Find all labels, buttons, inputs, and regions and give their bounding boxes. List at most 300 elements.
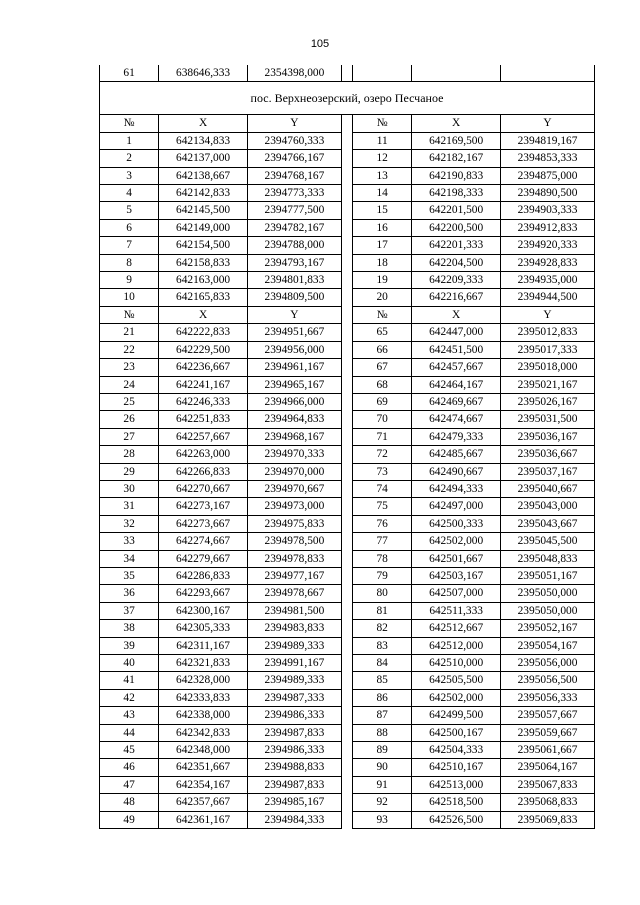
table-row	[100, 672, 595, 689]
cell-x: 642216,667	[412, 289, 501, 306]
cell-x: 642333,833	[159, 689, 248, 706]
cell-x: 642321,833	[159, 655, 248, 672]
cell-x: 642451,500	[412, 341, 501, 358]
cell-x: 642342,833	[159, 724, 248, 741]
table-row	[100, 132, 595, 149]
cell-y: 2394766,167	[247, 150, 341, 167]
cell-no: 44	[100, 724, 159, 741]
cell-x: 642273,167	[159, 498, 248, 515]
cell-no: 93	[353, 811, 412, 828]
cell-x: 642469,667	[412, 393, 501, 410]
cell-y: 2395054,167	[501, 637, 595, 654]
cell-no: 78	[353, 550, 412, 567]
header-no: №	[353, 115, 412, 132]
cell-no: 32	[100, 515, 159, 532]
cell-y: 2394968,167	[247, 428, 341, 445]
cell-no: 16	[353, 219, 412, 236]
cell-no: 10	[100, 289, 159, 306]
table-row-top	[100, 65, 595, 82]
gap-cell	[341, 150, 352, 167]
header-y: Y	[501, 306, 595, 323]
gap-cell	[341, 602, 352, 619]
cell-y: 2395017,333	[501, 341, 595, 358]
cell-y: 2395026,167	[501, 393, 595, 410]
cell-no: 46	[100, 759, 159, 776]
cell-x: 642510,000	[412, 655, 501, 672]
cell-y: 2394970,667	[247, 480, 341, 497]
gap-cell	[341, 567, 352, 584]
cell-y: 2395018,000	[501, 359, 595, 376]
cell-no: 81	[353, 602, 412, 619]
cell-x: 642165,833	[159, 289, 248, 306]
cell-x: 642149,000	[159, 219, 248, 236]
cell-y	[501, 65, 595, 82]
cell-y: 2394970,000	[247, 463, 341, 480]
cell-y: 2394986,333	[247, 707, 341, 724]
cell-x: 642507,000	[412, 585, 501, 602]
cell-y: 2394773,333	[247, 185, 341, 202]
cell-y: 2395043,000	[501, 498, 595, 515]
header-no: №	[100, 306, 159, 323]
table-row	[100, 202, 595, 219]
cell-y: 2394985,167	[247, 794, 341, 811]
gap-cell	[341, 428, 352, 445]
table-row	[100, 533, 595, 550]
gap-cell	[341, 550, 352, 567]
cell-no: 90	[353, 759, 412, 776]
cell-no: 6	[100, 219, 159, 236]
table-row	[100, 376, 595, 393]
cell-no: 71	[353, 428, 412, 445]
cell-no: 75	[353, 498, 412, 515]
cell-y: 2394989,333	[247, 672, 341, 689]
cell-no: 74	[353, 480, 412, 497]
cell-no: 66	[353, 341, 412, 358]
cell-x: 642354,167	[159, 776, 248, 793]
table-row	[100, 150, 595, 167]
cell-x: 642279,667	[159, 550, 248, 567]
cell-y: 2394777,500	[247, 202, 341, 219]
cell-y: 2394961,167	[247, 359, 341, 376]
table-row	[100, 759, 595, 776]
cell-y: 2395056,500	[501, 672, 595, 689]
table-row	[100, 689, 595, 706]
cell-x: 642513,000	[412, 776, 501, 793]
cell-x: 642158,833	[159, 254, 248, 271]
cell-no: 17	[353, 237, 412, 254]
cell-x: 642270,667	[159, 480, 248, 497]
cell-no: 73	[353, 463, 412, 480]
cell-no: 11	[353, 132, 412, 149]
cell-x: 642293,667	[159, 585, 248, 602]
gap-cell	[341, 620, 352, 637]
table-row	[100, 794, 595, 811]
cell-no: 20	[353, 289, 412, 306]
cell-y: 2395021,167	[501, 376, 595, 393]
gap-cell	[341, 515, 352, 532]
cell-x: 642518,500	[412, 794, 501, 811]
cell-x: 642134,833	[159, 132, 248, 149]
cell-no: 47	[100, 776, 159, 793]
table-row	[100, 620, 595, 637]
table-row	[100, 585, 595, 602]
cell-no: 41	[100, 672, 159, 689]
cell-y: 2395064,167	[501, 759, 595, 776]
cell-x: 642300,167	[159, 602, 248, 619]
cell-y: 2395012,833	[501, 324, 595, 341]
cell-no: 19	[353, 272, 412, 289]
header-y: Y	[501, 115, 595, 132]
cell-x: 642169,500	[412, 132, 501, 149]
gap-cell	[341, 707, 352, 724]
cell-x: 642311,167	[159, 637, 248, 654]
cell-y: 2394977,167	[247, 567, 341, 584]
cell-no: 34	[100, 550, 159, 567]
cell-x: 642500,333	[412, 515, 501, 532]
cell-y: 2395056,333	[501, 689, 595, 706]
cell-y: 2395061,667	[501, 742, 595, 759]
cell-no: 35	[100, 567, 159, 584]
header-y: Y	[247, 306, 341, 323]
cell-no: 1	[100, 132, 159, 149]
cell-no: 87	[353, 707, 412, 724]
cell-x: 642266,833	[159, 463, 248, 480]
cell-no: 61	[100, 65, 159, 82]
cell-x: 642494,333	[412, 480, 501, 497]
gap-cell	[341, 132, 352, 149]
cell-y: 2394935,000	[501, 272, 595, 289]
cell-y: 2394944,500	[501, 289, 595, 306]
cell-x: 642138,667	[159, 167, 248, 184]
cell-x: 642246,333	[159, 393, 248, 410]
table-row	[100, 446, 595, 463]
table-row	[100, 811, 595, 828]
gap-cell	[341, 811, 352, 828]
cell-x: 642263,000	[159, 446, 248, 463]
cell-y: 2394782,167	[247, 219, 341, 236]
cell-x: 642490,667	[412, 463, 501, 480]
gap-cell	[341, 306, 352, 323]
cell-no: 38	[100, 620, 159, 637]
cell-y: 2395068,833	[501, 794, 595, 811]
gap-cell	[341, 219, 352, 236]
gap-cell	[341, 115, 352, 132]
table-row	[100, 428, 595, 445]
cell-no: 69	[353, 393, 412, 410]
cell-no: 77	[353, 533, 412, 550]
cell-x: 642236,667	[159, 359, 248, 376]
cell-y: 2394981,500	[247, 602, 341, 619]
cell-x: 642447,000	[412, 324, 501, 341]
cell-x: 642501,667	[412, 550, 501, 567]
cell-y: 2394809,500	[247, 289, 341, 306]
cell-y: 2394991,167	[247, 655, 341, 672]
cell-x: 642499,500	[412, 707, 501, 724]
cell-y: 2394987,333	[247, 689, 341, 706]
cell-x: 642200,500	[412, 219, 501, 236]
cell-y: 2395050,000	[501, 585, 595, 602]
cell-no: 65	[353, 324, 412, 341]
cell-no: 12	[353, 150, 412, 167]
table-row	[100, 498, 595, 515]
page-number: 105	[310, 38, 330, 50]
gap-cell	[341, 655, 352, 672]
gap-cell	[341, 637, 352, 654]
cell-no: 43	[100, 707, 159, 724]
cell-no: 86	[353, 689, 412, 706]
cell-y: 2394920,333	[501, 237, 595, 254]
cell-y: 2394975,833	[247, 515, 341, 532]
cell-x: 642464,167	[412, 376, 501, 393]
cell-y: 2394988,833	[247, 759, 341, 776]
cell-y: 2394983,833	[247, 620, 341, 637]
table-row	[100, 185, 595, 202]
cell-no: 7	[100, 237, 159, 254]
cell-x: 642305,333	[159, 620, 248, 637]
cell-x: 642357,667	[159, 794, 248, 811]
cell-x: 642251,833	[159, 411, 248, 428]
cell-y: 2395050,000	[501, 602, 595, 619]
cell-no: 49	[100, 811, 159, 828]
cell-no: 31	[100, 498, 159, 515]
cell-x: 642512,667	[412, 620, 501, 637]
table-row	[100, 724, 595, 741]
cell-no: 15	[353, 202, 412, 219]
table-row	[100, 219, 595, 236]
table-row	[100, 480, 595, 497]
gap-cell	[341, 533, 352, 550]
gap-cell	[341, 65, 352, 82]
table-row	[100, 324, 595, 341]
cell-x: 642512,000	[412, 637, 501, 654]
table-row	[100, 289, 595, 306]
cell-y: 2395036,667	[501, 446, 595, 463]
cell-no: 79	[353, 567, 412, 584]
cell-no: 3	[100, 167, 159, 184]
table-row	[100, 237, 595, 254]
gap-cell	[341, 724, 352, 741]
gap-cell	[341, 759, 352, 776]
table-row	[100, 272, 595, 289]
table-row	[100, 254, 595, 271]
cell-x: 642145,500	[159, 202, 248, 219]
header-x: X	[412, 115, 501, 132]
cell-y: 2395051,167	[501, 567, 595, 584]
cell-no: 82	[353, 620, 412, 637]
cell-x: 642503,167	[412, 567, 501, 584]
cell-x: 642286,833	[159, 567, 248, 584]
gap-cell	[341, 324, 352, 341]
table-row	[100, 463, 595, 480]
table-row	[100, 515, 595, 532]
gap-cell	[341, 498, 352, 515]
cell-y: 2394986,333	[247, 742, 341, 759]
cell-x: 642154,500	[159, 237, 248, 254]
gap-cell	[341, 794, 352, 811]
cell-no: 13	[353, 167, 412, 184]
gap-cell	[341, 202, 352, 219]
cell-y: 2395056,000	[501, 655, 595, 672]
header-y: Y	[247, 115, 341, 132]
cell-y: 2394956,000	[247, 341, 341, 358]
table-row	[100, 637, 595, 654]
cell-no: 91	[353, 776, 412, 793]
section-title-row	[100, 82, 595, 115]
cell-x: 642257,667	[159, 428, 248, 445]
gap-cell	[341, 689, 352, 706]
cell-x: 642201,333	[412, 237, 501, 254]
cell-no: 4	[100, 185, 159, 202]
cell-y: 2394970,333	[247, 446, 341, 463]
gap-cell	[341, 742, 352, 759]
cell-no: 14	[353, 185, 412, 202]
gap-cell	[341, 672, 352, 689]
cell-no: 27	[100, 428, 159, 445]
cell-y: 2395037,167	[501, 463, 595, 480]
cell-x: 642457,667	[412, 359, 501, 376]
cell-y: 2394987,833	[247, 776, 341, 793]
cell-y: 2395040,667	[501, 480, 595, 497]
cell-x: 642241,167	[159, 376, 248, 393]
cell-y: 2394890,500	[501, 185, 595, 202]
cell-no: 23	[100, 359, 159, 376]
cell-no: 92	[353, 794, 412, 811]
cell-y: 2394989,333	[247, 637, 341, 654]
cell-y: 2394760,333	[247, 132, 341, 149]
cell-x: 642274,667	[159, 533, 248, 550]
cell-x: 642504,333	[412, 742, 501, 759]
cell-no: 22	[100, 341, 159, 358]
gap-cell	[341, 341, 352, 358]
coordinates-table	[99, 65, 595, 829]
gap-cell	[341, 585, 352, 602]
cell-y: 2394966,000	[247, 393, 341, 410]
cell-x: 642474,667	[412, 411, 501, 428]
table-row	[100, 359, 595, 376]
cell-x: 642511,333	[412, 602, 501, 619]
cell-no: 2	[100, 150, 159, 167]
cell-x: 642142,833	[159, 185, 248, 202]
cell-y: 2394768,167	[247, 167, 341, 184]
cell-y: 2394875,000	[501, 167, 595, 184]
cell-y: 2394978,667	[247, 585, 341, 602]
cell-x: 642505,500	[412, 672, 501, 689]
cell-y: 2395052,167	[501, 620, 595, 637]
table-header-row	[100, 115, 595, 132]
cell-y: 2395048,833	[501, 550, 595, 567]
cell-x: 642209,333	[412, 272, 501, 289]
cell-y: 2354398,000	[247, 65, 341, 82]
gap-cell	[341, 776, 352, 793]
cell-x: 642500,167	[412, 724, 501, 741]
table-row	[100, 393, 595, 410]
table-row	[100, 411, 595, 428]
cell-y: 2394912,833	[501, 219, 595, 236]
cell-no	[353, 65, 412, 82]
table-row	[100, 655, 595, 672]
cell-x: 642485,667	[412, 446, 501, 463]
cell-y: 2394973,000	[247, 498, 341, 515]
cell-x: 642137,000	[159, 150, 248, 167]
cell-no: 80	[353, 585, 412, 602]
cell-no: 45	[100, 742, 159, 759]
cell-no: 24	[100, 376, 159, 393]
header-x: X	[159, 115, 248, 132]
cell-x: 642163,000	[159, 272, 248, 289]
cell-y: 2395036,167	[501, 428, 595, 445]
cell-x: 642510,167	[412, 759, 501, 776]
cell-no: 89	[353, 742, 412, 759]
gap-cell	[341, 376, 352, 393]
cell-no: 67	[353, 359, 412, 376]
cell-x: 642201,500	[412, 202, 501, 219]
cell-x: 642526,500	[412, 811, 501, 828]
cell-no: 48	[100, 794, 159, 811]
table-row	[100, 167, 595, 184]
cell-y: 2394793,167	[247, 254, 341, 271]
gap-cell	[341, 289, 352, 306]
cell-no: 83	[353, 637, 412, 654]
header-no: №	[353, 306, 412, 323]
cell-no: 30	[100, 480, 159, 497]
cell-x: 642198,333	[412, 185, 501, 202]
cell-x: 642479,333	[412, 428, 501, 445]
cell-no: 37	[100, 602, 159, 619]
cell-x: 642328,000	[159, 672, 248, 689]
gap-cell	[341, 272, 352, 289]
cell-y: 2394951,667	[247, 324, 341, 341]
gap-cell	[341, 463, 352, 480]
cell-y: 2395057,667	[501, 707, 595, 724]
table-row	[100, 602, 595, 619]
cell-no: 36	[100, 585, 159, 602]
cell-no: 28	[100, 446, 159, 463]
table-header-row	[100, 306, 595, 323]
cell-x: 642348,000	[159, 742, 248, 759]
cell-y: 2394978,833	[247, 550, 341, 567]
header-x: X	[412, 306, 501, 323]
cell-no: 9	[100, 272, 159, 289]
cell-y: 2394819,167	[501, 132, 595, 149]
cell-x: 642497,000	[412, 498, 501, 515]
gap-cell	[341, 237, 352, 254]
cell-y: 2394965,167	[247, 376, 341, 393]
table-row	[100, 341, 595, 358]
cell-x: 642182,167	[412, 150, 501, 167]
cell-x	[412, 65, 501, 82]
cell-x: 642204,500	[412, 254, 501, 271]
cell-y: 2394987,833	[247, 724, 341, 741]
cell-y: 2395045,500	[501, 533, 595, 550]
cell-no: 40	[100, 655, 159, 672]
gap-cell	[341, 254, 352, 271]
cell-y: 2394928,833	[501, 254, 595, 271]
cell-no: 18	[353, 254, 412, 271]
cell-no: 76	[353, 515, 412, 532]
cell-y: 2395043,667	[501, 515, 595, 532]
cell-x: 642229,500	[159, 341, 248, 358]
cell-no: 68	[353, 376, 412, 393]
cell-x: 642361,167	[159, 811, 248, 828]
cell-y: 2394984,333	[247, 811, 341, 828]
table-row	[100, 776, 595, 793]
cell-y: 2394801,833	[247, 272, 341, 289]
cell-no: 84	[353, 655, 412, 672]
cell-x: 642502,000	[412, 689, 501, 706]
cell-y: 2394788,000	[247, 237, 341, 254]
cell-y: 2394903,333	[501, 202, 595, 219]
cell-no: 85	[353, 672, 412, 689]
